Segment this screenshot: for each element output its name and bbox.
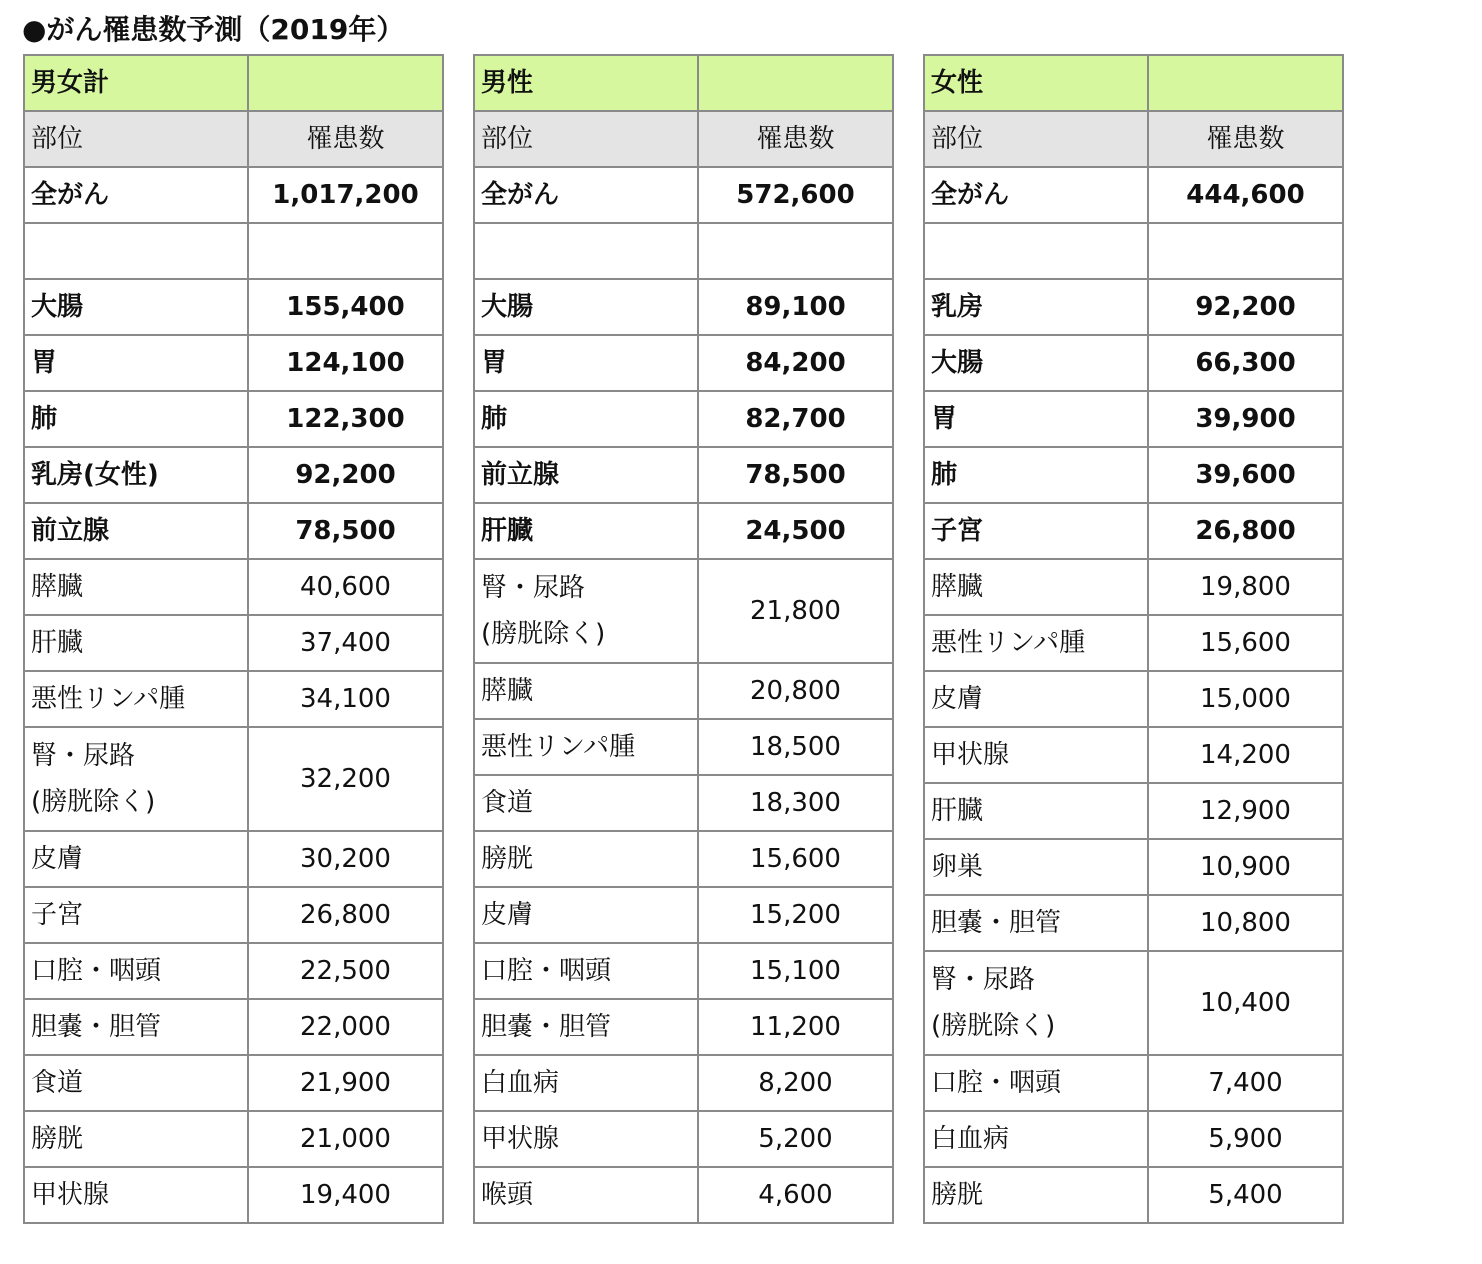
site-cell (474, 1111, 698, 1167)
site-name: 口腔・咽頭 (31, 956, 162, 986)
site-cell (24, 671, 248, 727)
table-total (23, 54, 444, 1224)
site-cell (24, 943, 248, 999)
site-cell (924, 951, 1148, 1055)
blank-row (474, 223, 893, 279)
site-name: 白血病 (931, 1124, 1010, 1154)
table-row (24, 447, 443, 503)
count-cell: 8,200 (698, 1055, 893, 1111)
site-cell (924, 335, 1148, 391)
site-name: 胃 (31, 348, 58, 378)
count-cell: 10,800 (1148, 895, 1343, 951)
count-cell: 5,900 (1148, 1111, 1343, 1167)
table-header-row (24, 55, 443, 111)
site-name: 悪性リンパ腫 (481, 732, 636, 762)
site-name: 腎・尿路 (31, 741, 136, 771)
table-row (924, 1055, 1343, 1111)
table-row (24, 887, 443, 943)
table-group-label: 男性 (474, 55, 698, 111)
site-name: 皮膚 (31, 844, 84, 874)
count-cell: 11,200 (698, 999, 893, 1055)
count-cell: 37,400 (248, 615, 443, 671)
site-name: 大腸 (31, 292, 84, 322)
site-cell (924, 839, 1148, 895)
table-row (474, 279, 893, 335)
column-header-site: 部位 (474, 111, 698, 167)
site-cell (474, 559, 698, 663)
count-cell: 15,600 (1148, 615, 1343, 671)
site-cell (474, 335, 698, 391)
site-name: 膀胱 (31, 1124, 84, 1154)
table-row (24, 943, 443, 999)
site-cell (24, 391, 248, 447)
site-cell (924, 1167, 1148, 1223)
site-cell (24, 727, 248, 831)
site-name: 皮膚 (931, 684, 984, 714)
total-count: 572,600 (698, 167, 893, 223)
site-name: 肝臓 (931, 796, 984, 826)
site-name: 肺 (481, 404, 508, 434)
site-name: 胆嚢・胆管 (481, 1012, 612, 1042)
site-name: 皮膚 (481, 900, 534, 930)
site-name: 膵臓 (31, 572, 84, 602)
site-name: 乳房 (931, 292, 984, 322)
site-name: 卵巣 (931, 852, 984, 882)
site-name: 子宮 (31, 900, 84, 930)
site-cell (474, 999, 698, 1055)
site-cell (24, 887, 248, 943)
table-row (924, 839, 1343, 895)
site-cell (474, 831, 698, 887)
blank-cell (24, 223, 248, 279)
site-cell (924, 671, 1148, 727)
table-row (474, 391, 893, 447)
site-name: 食道 (31, 1068, 84, 1098)
table-header-empty (698, 55, 893, 111)
site-name: 大腸 (931, 348, 984, 378)
column-header-row (474, 111, 893, 167)
site-cell (24, 503, 248, 559)
site-name: 膀胱 (931, 1180, 984, 1210)
count-cell: 32,200 (248, 727, 443, 831)
site-name: 甲状腺 (931, 740, 1010, 770)
site-name: 悪性リンパ腫 (931, 628, 1086, 658)
site-cell (474, 887, 698, 943)
table-row (24, 1167, 443, 1223)
table-row (924, 895, 1343, 951)
site-name: 胆嚢・胆管 (31, 1012, 162, 1042)
count-cell: 124,100 (248, 335, 443, 391)
blank-cell (248, 223, 443, 279)
table-row (924, 1167, 1343, 1223)
table-row (24, 999, 443, 1055)
site-cell (474, 503, 698, 559)
site-name: 子宮 (931, 516, 984, 546)
table-row (924, 279, 1343, 335)
total-site: 全がん (24, 167, 248, 223)
blank-cell (1148, 223, 1343, 279)
count-cell: 18,500 (698, 719, 893, 775)
table-group-label: 女性 (924, 55, 1148, 111)
count-cell: 122,300 (248, 391, 443, 447)
column-header-count: 罹患数 (698, 111, 893, 167)
site-name: 前立腺 (481, 460, 560, 490)
count-cell: 78,500 (248, 503, 443, 559)
count-cell: 39,600 (1148, 447, 1343, 503)
count-cell: 18,300 (698, 775, 893, 831)
total-count: 444,600 (1148, 167, 1343, 223)
count-cell: 19,400 (248, 1167, 443, 1223)
site-cell (24, 335, 248, 391)
table-row (924, 615, 1343, 671)
table-row (24, 1055, 443, 1111)
total-site: 全がん (474, 167, 698, 223)
count-cell: 15,200 (698, 887, 893, 943)
site-name: 口腔・咽頭 (931, 1068, 1062, 1098)
table-row (24, 727, 443, 831)
count-cell: 15,000 (1148, 671, 1343, 727)
site-name: 喉頭 (481, 1180, 534, 1210)
table-row (924, 447, 1343, 503)
total-row (24, 167, 443, 223)
table-row (924, 951, 1343, 1055)
site-cell (924, 727, 1148, 783)
site-name: 前立腺 (31, 516, 110, 546)
table-row (24, 335, 443, 391)
count-cell: 10,900 (1148, 839, 1343, 895)
table-row (474, 943, 893, 999)
site-cell (924, 391, 1148, 447)
count-cell: 82,700 (698, 391, 893, 447)
count-cell: 21,000 (248, 1111, 443, 1167)
total-count: 1,017,200 (248, 167, 443, 223)
count-cell: 30,200 (248, 831, 443, 887)
site-name: 肝臓 (481, 516, 534, 546)
site-cell (924, 615, 1148, 671)
table-female (923, 54, 1344, 1224)
total-row (474, 167, 893, 223)
site-name: 胆嚢・胆管 (931, 908, 1062, 938)
table-row (474, 503, 893, 559)
count-cell: 12,900 (1148, 783, 1343, 839)
table-row (474, 999, 893, 1055)
blank-cell (924, 223, 1148, 279)
site-name: 悪性リンパ腫 (31, 684, 186, 714)
table-header-empty (248, 55, 443, 111)
site-cell (474, 775, 698, 831)
site-name: 乳房(女性) (31, 460, 159, 490)
table-row (24, 279, 443, 335)
count-cell: 15,100 (698, 943, 893, 999)
site-cell (924, 895, 1148, 951)
count-cell: 26,800 (1148, 503, 1343, 559)
blank-row (24, 223, 443, 279)
column-header-row (24, 111, 443, 167)
count-cell: 92,200 (1148, 279, 1343, 335)
site-cell (24, 559, 248, 615)
site-name: 膀胱 (481, 844, 534, 874)
count-cell: 14,200 (1148, 727, 1343, 783)
table-row (24, 503, 443, 559)
table-header-row (474, 55, 893, 111)
count-cell: 5,200 (698, 1111, 893, 1167)
table-row (24, 1111, 443, 1167)
table-row (24, 831, 443, 887)
site-name-note: (膀胱除く) (481, 619, 606, 649)
total-site: 全がん (924, 167, 1148, 223)
site-cell (924, 783, 1148, 839)
count-cell: 22,000 (248, 999, 443, 1055)
count-cell: 84,200 (698, 335, 893, 391)
site-name: 肺 (31, 404, 58, 434)
count-cell: 40,600 (248, 559, 443, 615)
site-cell (924, 1111, 1148, 1167)
table-row (924, 559, 1343, 615)
site-cell (474, 447, 698, 503)
table-row (924, 783, 1343, 839)
table-row (924, 335, 1343, 391)
count-cell: 26,800 (248, 887, 443, 943)
site-name-note: (膀胱除く) (31, 787, 156, 817)
count-cell: 66,300 (1148, 335, 1343, 391)
site-name: 大腸 (481, 292, 534, 322)
table-row (924, 1111, 1343, 1167)
table-row (474, 1167, 893, 1223)
site-cell (24, 999, 248, 1055)
site-cell (24, 1111, 248, 1167)
column-header-count: 罹患数 (1148, 111, 1343, 167)
column-header-row (924, 111, 1343, 167)
table-row (474, 559, 893, 663)
count-cell: 4,600 (698, 1167, 893, 1223)
site-cell (24, 1167, 248, 1223)
table-male (473, 54, 894, 1224)
table-row (474, 1111, 893, 1167)
table-group-label: 男女計 (24, 55, 248, 111)
site-name: 腎・尿路 (931, 965, 1036, 995)
total-row (924, 167, 1343, 223)
count-cell: 34,100 (248, 671, 443, 727)
table-row (24, 615, 443, 671)
site-name: 胃 (931, 404, 958, 434)
table-row (924, 391, 1343, 447)
table-row (474, 887, 893, 943)
count-cell: 5,400 (1148, 1167, 1343, 1223)
site-cell (24, 615, 248, 671)
site-name: 口腔・咽頭 (481, 956, 612, 986)
count-cell: 155,400 (248, 279, 443, 335)
site-name: 胃 (481, 348, 508, 378)
table-header-empty (1148, 55, 1343, 111)
site-cell (924, 447, 1148, 503)
site-name: 膵臓 (481, 676, 534, 706)
count-cell: 22,500 (248, 943, 443, 999)
table-row (474, 831, 893, 887)
site-name: 膵臓 (931, 572, 984, 602)
table-row (24, 391, 443, 447)
count-cell: 89,100 (698, 279, 893, 335)
table-row (924, 727, 1343, 783)
count-cell: 10,400 (1148, 951, 1343, 1055)
site-name: 甲状腺 (481, 1124, 560, 1154)
table-row (924, 671, 1343, 727)
site-name: 肝臓 (31, 628, 84, 658)
column-header-site: 部位 (924, 111, 1148, 167)
site-cell (924, 1055, 1148, 1111)
site-cell (474, 1055, 698, 1111)
count-cell: 20,800 (698, 663, 893, 719)
blank-cell (474, 223, 698, 279)
table-header-row (924, 55, 1343, 111)
site-cell (24, 279, 248, 335)
site-cell (474, 391, 698, 447)
table-row (24, 671, 443, 727)
site-cell (24, 447, 248, 503)
column-header-count: 罹患数 (248, 111, 443, 167)
table-row (474, 775, 893, 831)
site-name: 肺 (931, 460, 958, 490)
count-cell: 21,900 (248, 1055, 443, 1111)
count-cell: 7,400 (1148, 1055, 1343, 1111)
table-row (924, 503, 1343, 559)
site-name: 腎・尿路 (481, 573, 586, 603)
page-title: ●がん罹患数予測（2019年） (22, 13, 405, 46)
count-cell: 39,900 (1148, 391, 1343, 447)
table-row (474, 719, 893, 775)
site-cell (924, 559, 1148, 615)
count-cell: 19,800 (1148, 559, 1343, 615)
table-row (474, 1055, 893, 1111)
count-cell: 92,200 (248, 447, 443, 503)
blank-cell (698, 223, 893, 279)
site-cell (474, 279, 698, 335)
site-name: 食道 (481, 788, 534, 818)
site-name: 白血病 (481, 1068, 560, 1098)
count-cell: 15,600 (698, 831, 893, 887)
site-cell (24, 1055, 248, 1111)
table-row (24, 559, 443, 615)
column-header-site: 部位 (24, 111, 248, 167)
count-cell: 21,800 (698, 559, 893, 663)
count-cell: 24,500 (698, 503, 893, 559)
count-cell: 78,500 (698, 447, 893, 503)
site-name: 甲状腺 (31, 1180, 110, 1210)
site-name-note: (膀胱除く) (931, 1011, 1056, 1041)
table-row (474, 663, 893, 719)
site-cell (24, 831, 248, 887)
blank-row (924, 223, 1343, 279)
site-cell (474, 1167, 698, 1223)
site-cell (924, 503, 1148, 559)
table-row (474, 447, 893, 503)
site-cell (474, 719, 698, 775)
site-cell (474, 943, 698, 999)
table-row (474, 335, 893, 391)
site-cell (924, 279, 1148, 335)
site-cell (474, 663, 698, 719)
